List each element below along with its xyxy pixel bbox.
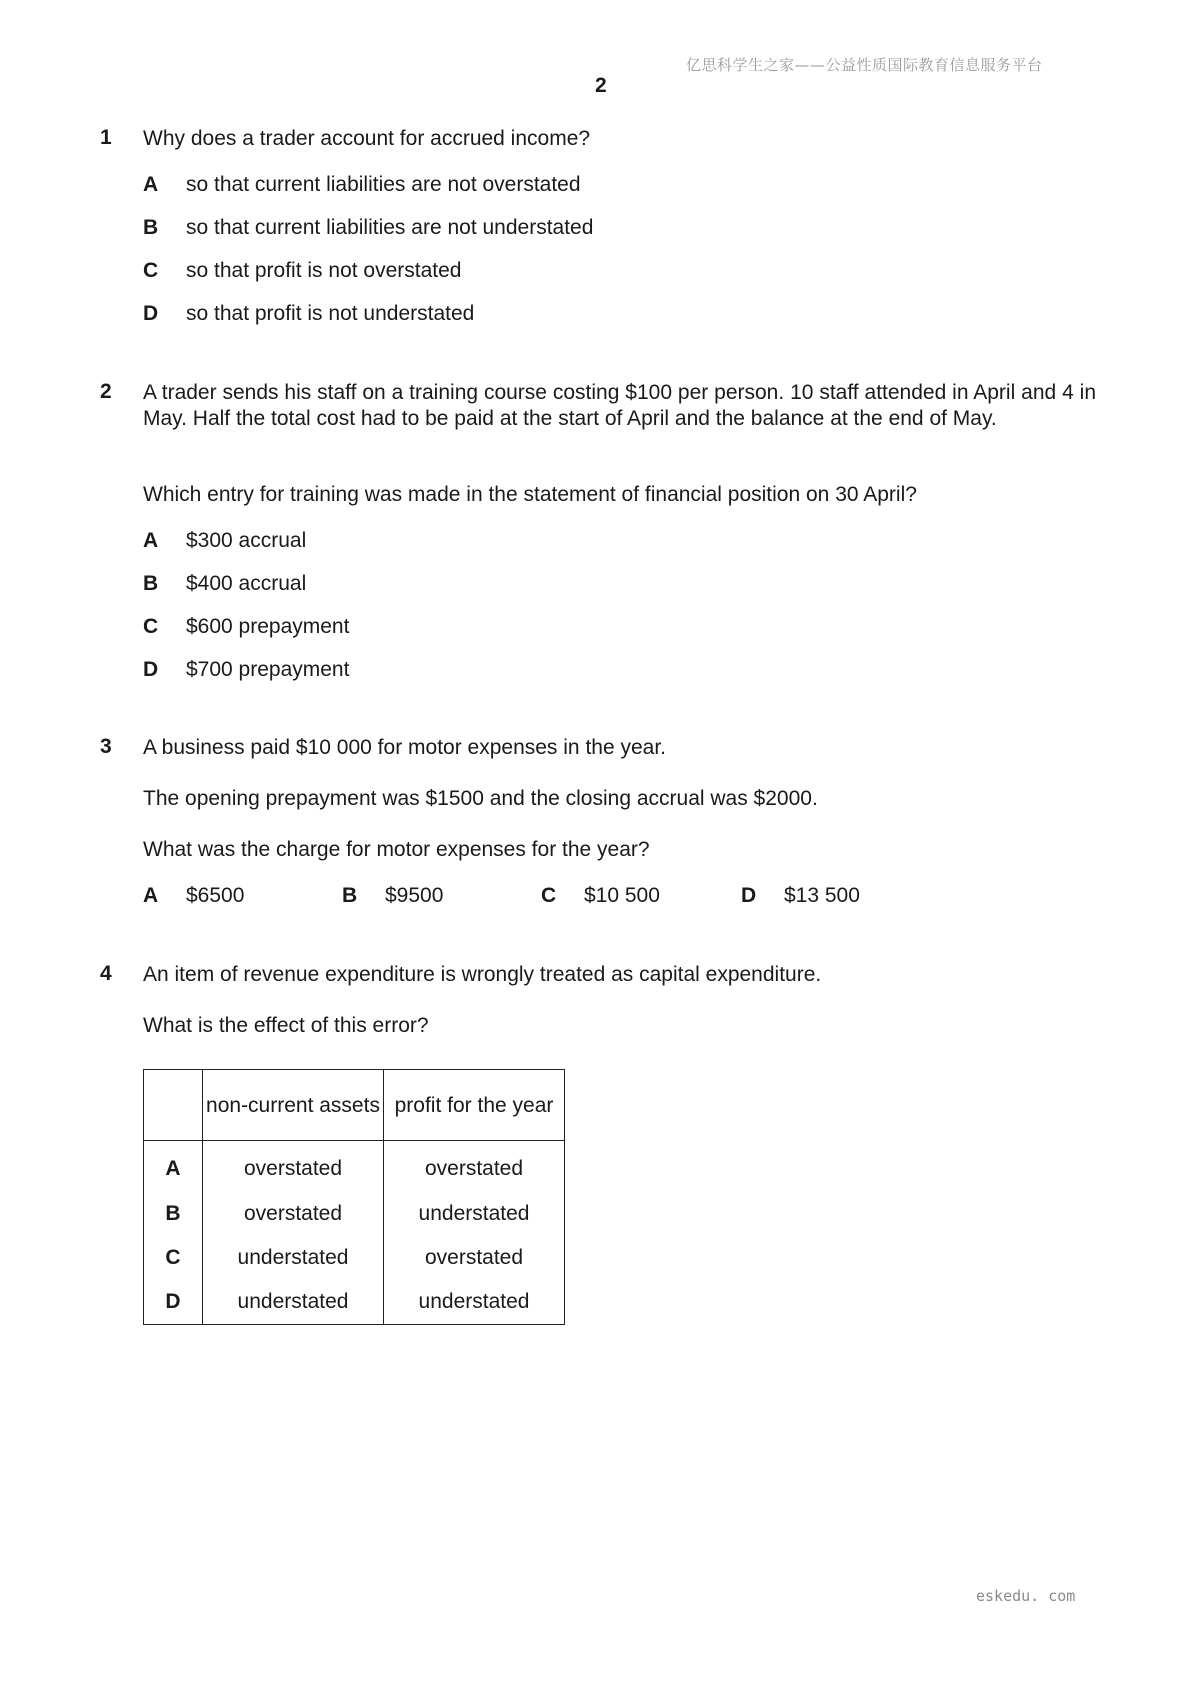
option-letter: D — [143, 302, 159, 325]
option-text: $10 500 — [584, 884, 660, 907]
table-cell-letter: B — [144, 1192, 203, 1236]
option-letter: A — [143, 529, 159, 552]
table-cell-letter: A — [144, 1141, 203, 1193]
option-text: $9500 — [385, 884, 444, 907]
question-2-number: 2 — [100, 380, 112, 403]
table-row — [144, 1141, 565, 1193]
option-text: $300 accrual — [186, 529, 307, 552]
option-letter: C — [143, 615, 159, 638]
table-cell: understated — [384, 1192, 565, 1236]
option-letter: B — [143, 572, 159, 595]
question-1-stem: Why does a trader account for accrued income? — [143, 127, 591, 150]
option-text: so that profit is not overstated — [186, 259, 462, 282]
table-row — [144, 1236, 565, 1280]
table-cell: overstated — [384, 1141, 565, 1193]
option-letter: C — [143, 259, 159, 282]
option-text: $600 prepayment — [186, 615, 350, 638]
question-2-stem: A trader sends his staff on a training course costing $100 per person. 10 staff attended in April and 4 in May. Half the total cost had to be paid at the start of April and the balance at the end of May. — [143, 381, 1096, 430]
table-cell: overstated — [384, 1236, 565, 1280]
option-text: $400 accrual — [186, 572, 307, 595]
option-letter: B — [342, 884, 358, 907]
table-cell: overstated — [203, 1141, 384, 1193]
question-3-option-d — [741, 884, 860, 908]
question-2-option-c — [143, 615, 349, 639]
question-2-option-a — [143, 529, 306, 553]
option-letter: B — [143, 216, 159, 239]
option-letter: D — [143, 658, 159, 681]
table-header-cell: profit for the year — [384, 1070, 565, 1141]
question-1-option-a — [143, 173, 581, 197]
question-2-question: Which entry for training was made in the statement of financial position on 30 April? — [143, 483, 917, 506]
option-text: $6500 — [186, 884, 245, 907]
question-1-option-c — [143, 259, 461, 283]
table-cell: understated — [203, 1280, 384, 1325]
table-header-row — [144, 1070, 565, 1141]
question-1-number: 1 — [100, 126, 112, 149]
option-text: $13 500 — [784, 884, 860, 907]
option-text: $700 prepayment — [186, 658, 350, 681]
table-cell-letter: D — [144, 1280, 203, 1325]
question-3-option-c — [541, 884, 660, 908]
question-3-info: The opening prepayment was $1500 and the closing accrual was $2000. — [143, 787, 818, 810]
footer-site: eskedu. com — [976, 1587, 1076, 1605]
question-1-option-b — [143, 216, 593, 240]
question-3-option-a — [143, 884, 244, 908]
table-cell-letter: C — [144, 1236, 203, 1280]
table-row — [144, 1192, 565, 1236]
answer-table — [143, 1069, 565, 1325]
question-2-option-b — [143, 572, 306, 596]
question-1-option-d — [143, 302, 474, 326]
table-row — [144, 1280, 565, 1325]
option-text: so that current liabilities are not understated — [186, 216, 594, 239]
table-header-cell — [144, 1070, 203, 1141]
question-3-option-b — [342, 884, 443, 908]
page-number: 2 — [595, 74, 607, 97]
table-cell: understated — [384, 1280, 565, 1325]
question-3-question: What was the charge for motor expenses for the year? — [143, 838, 650, 861]
question-3-number: 3 — [100, 735, 112, 758]
option-letter: D — [741, 884, 757, 907]
question-3-stem: A business paid $10 000 for motor expenses in the year. — [143, 736, 667, 759]
option-letter: C — [541, 884, 557, 907]
option-text: so that current liabilities are not overstated — [186, 173, 581, 196]
question-2-option-d — [143, 658, 349, 682]
question-4-number: 4 — [100, 962, 112, 985]
watermark-text: 亿思科学生之家——公益性质国际教育信息服务平台 — [686, 56, 1043, 74]
question-4-question: What is the effect of this error? — [143, 1014, 429, 1037]
option-letter: A — [143, 173, 159, 196]
option-letter: A — [143, 884, 159, 907]
table-cell: understated — [203, 1236, 384, 1280]
table-cell: overstated — [203, 1192, 384, 1236]
table-header-cell: non-current assets — [203, 1070, 384, 1141]
option-text: so that profit is not understated — [186, 302, 475, 325]
question-4-stem: An item of revenue expenditure is wrongly treated as capital expenditure. — [143, 963, 822, 986]
